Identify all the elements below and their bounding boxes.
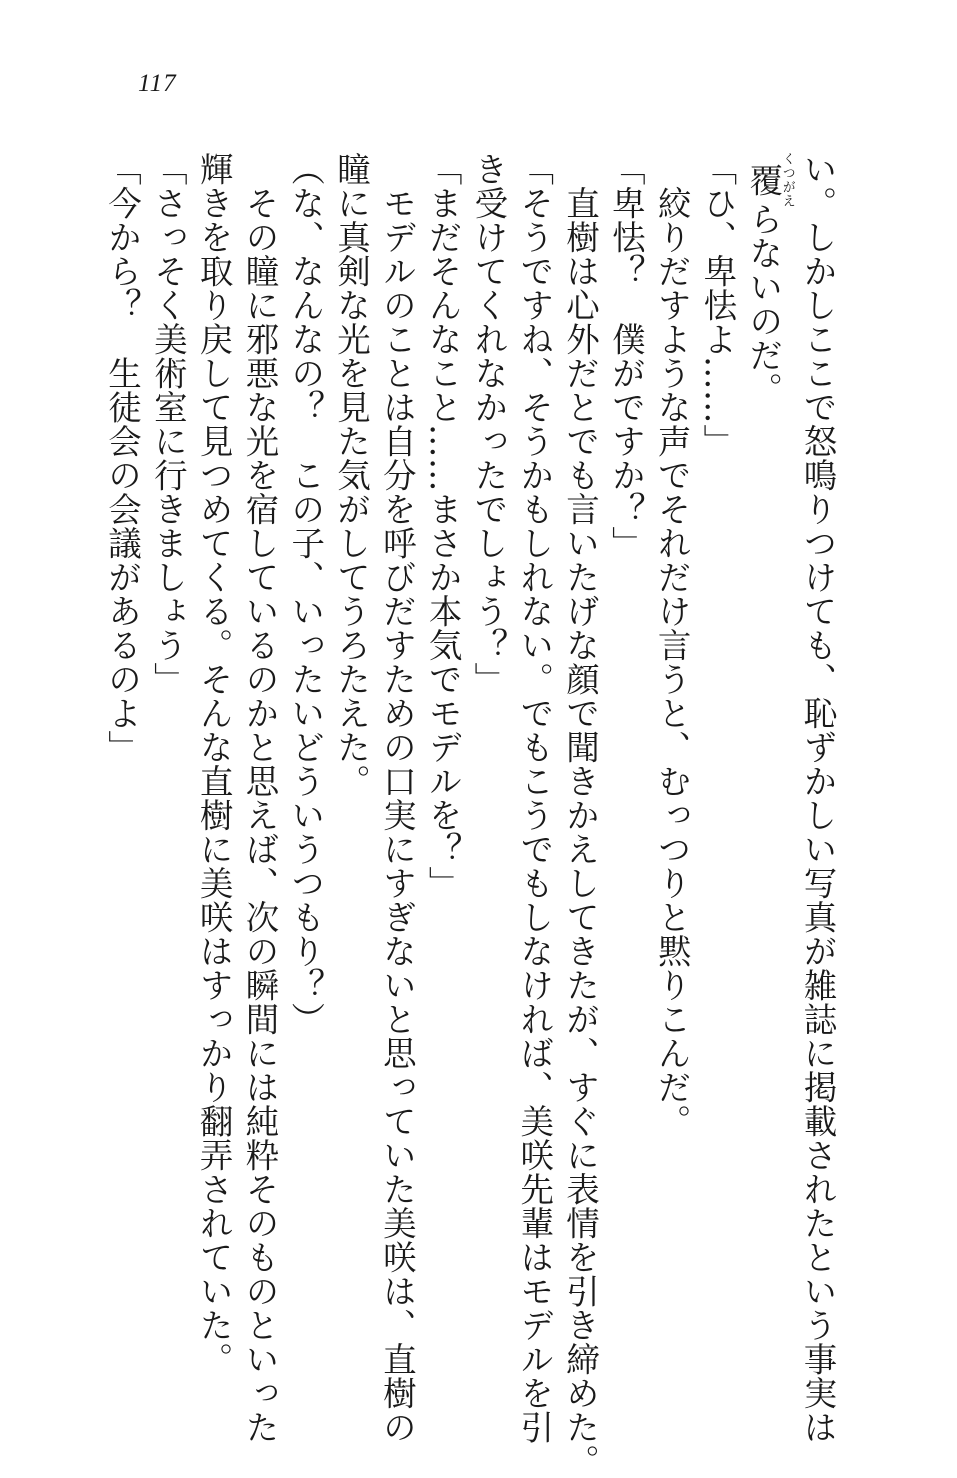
text-line: 「さっそく美術室に行きましょう」	[148, 152, 188, 696]
text-line: 「ひ、卑怯よ……」	[697, 152, 737, 458]
text-line: 瞳に真剣な光を見た気がしてうろたえた。	[331, 152, 371, 798]
text-line: 絞りだすような声でそれだけ言うと、むっつりと黙りこんだ。	[652, 152, 692, 1138]
text-line: 直樹は心外だとでも言いたげな顔で聞きかえしてきたが、すぐに表情を引き締めた。	[560, 152, 600, 1478]
text-line: その瞳に邪悪な光を宿しているのかと思えば、次の瞬間には純粋そのものといった	[239, 152, 279, 1444]
text-line: モデルのことは自分を呼びだすための口実にすぎないと思っていた美咲は、直樹の	[377, 152, 417, 1444]
body-text	[102, 152, 840, 1478]
line-rest: らないのだ。	[743, 202, 783, 406]
text-line: 「卑怯？ 僕がですか？」	[606, 152, 646, 560]
text-line: （な、なんなの？ この子、いったいどういうつもり？）	[285, 152, 325, 1036]
ruby-word	[743, 152, 795, 208]
text-line: 輝きを取り戻して見つめてくる。そんな直樹に美咲はすっかり翻弄されていた。	[194, 152, 234, 1376]
text-line	[740, 152, 794, 1322]
ruby-reading: くつがえ	[779, 152, 795, 208]
text-line: 「そうですね、そうかもしれない。でもこうでもしなければ、美咲先輩はモデルを引	[514, 152, 554, 1444]
page-number: 117	[138, 70, 177, 97]
text-line: 「まだそんなこと……まさか本気でモデルを？」	[423, 152, 463, 900]
text-line: き受けてくれなかったでしょう？」	[468, 152, 508, 696]
text-line: 「今から？ 生徒会の会議があるのよ」	[102, 152, 142, 764]
text-line: い。しかしここで怒鳴りつけても、恥ずかしい写真が雑誌に掲載されたという事実は	[798, 152, 837, 1444]
ruby-base: 覆	[743, 152, 783, 208]
